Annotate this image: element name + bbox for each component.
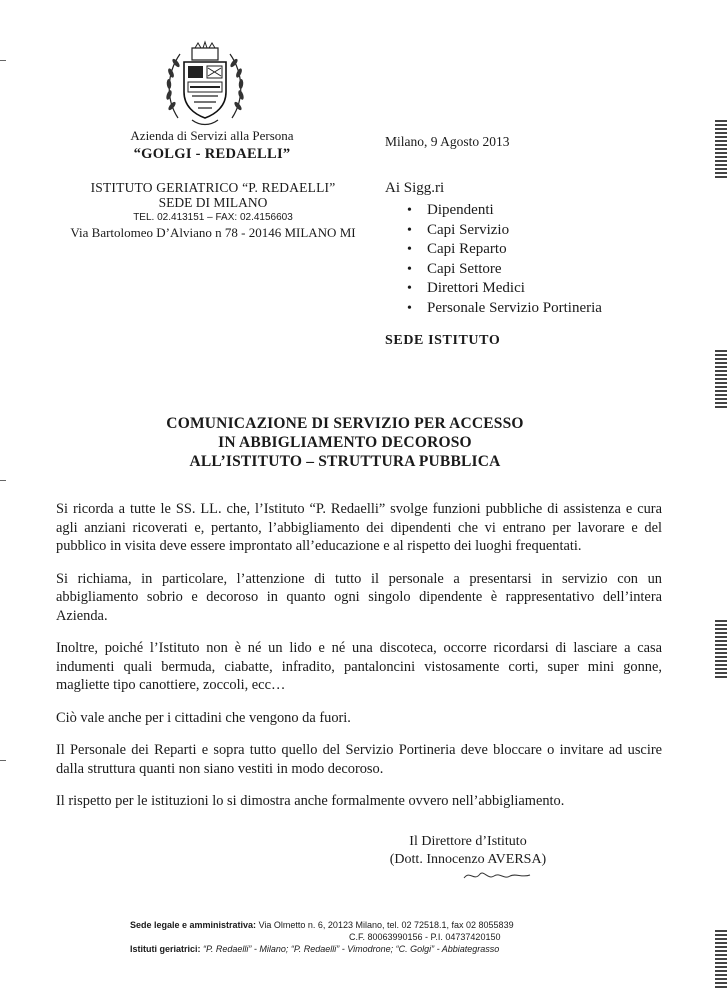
coat-of-arms-logo — [162, 40, 248, 128]
body-paragraph: Ciò vale anche per i cittadini che vengono da fuori. — [56, 709, 351, 726]
subject-line: IN ABBIGLIAMENTO DECOROSO — [218, 434, 472, 451]
scan-edge-mark — [715, 930, 727, 990]
organization-type: Azienda di Servizi alla Persona — [130, 128, 294, 143]
signer-role: Il Direttore d’Istituto — [409, 834, 527, 849]
body-paragraph: Si ricorda a tutte le SS. LL. che, l’Istituto “P. Redaelli” svolge funzioni pubbliche di assistenza e cura agli anziani ricoverati e, pertanto, l’abbigliamento dei dipendenti che vi entrano per lavorare e del pubblico in visita deve essere improntato all’educazione e al rispetto dei luoghi frequentati. — [56, 501, 662, 554]
institute-name: ISTITUTO GERIATRICO “P. REDAELLI” — [90, 180, 336, 195]
letter-date: Milano, 9 Agosto 2013 — [385, 134, 510, 149]
recipient-item: • Direttori Medici — [407, 279, 602, 299]
recipients-title: Ai Sigg.ri — [385, 180, 445, 196]
recipients-list — [407, 201, 602, 318]
scan-edge-mark — [715, 620, 727, 680]
footer-seat-label: Sede legale e amministrativa: — [130, 920, 257, 930]
organization-name: “GOLGI - REDAELLI” — [133, 146, 291, 162]
subject-heading — [90, 414, 600, 471]
scan-edge-mark — [715, 350, 727, 410]
institute-address: Via Bartolomeo D’Alviano n 78 - 20146 MILANO MI — [70, 225, 356, 240]
organization-block — [112, 128, 312, 163]
recipient-item: • Dipendenti — [407, 201, 602, 221]
body-paragraph: Il Personale dei Reparti e sopra tutto quello del Servizio Portineria deve bloccare o invitare ad uscire dalla struttura quanti non siano vestiti in modo decoroso. — [56, 742, 662, 777]
institute-seat: SEDE DI MILANO — [158, 195, 268, 210]
recipient-item: • Capi Reparto — [407, 240, 602, 260]
sede-label: SEDE ISTITUTO — [385, 333, 501, 348]
scan-edge-tick — [0, 480, 6, 481]
recipient-item: • Capi Servizio — [407, 221, 602, 241]
footer-fiscal: C.F. 80063990156 - P.I. 04737420150 — [349, 932, 501, 942]
footer-institutes-value: “P. Redaelli” - Milano; “P. Redaelli” - Vimodrone; “C. Golgi” - Abbiategrasso — [200, 944, 500, 954]
footer-institutes-label: Istituti geriatrici: — [130, 944, 201, 954]
institute-contacts: TEL. 02.413151 – FAX: 02.4156603 — [133, 212, 293, 223]
recipients-block — [385, 180, 602, 318]
handwritten-signature — [462, 868, 532, 884]
subject-line: COMUNICAZIONE DI SERVIZIO PER ACCESSO — [166, 415, 524, 432]
body-paragraph: Si richiama, in particolare, l’attenzione di tutto il personale a presentarsi in servizio con un abbigliamento sobrio e decoroso in quanto ogni singolo dipendente è rappresentativo dell’intera Azienda. — [56, 570, 662, 624]
scan-edge-tick — [0, 760, 6, 761]
recipient-item: • Personale Servizio Portineria — [407, 299, 602, 319]
body-paragraph: Inoltre, poiché l’Istituto non è né un lido e né una discoteca, occorre ricordarsi di lasciare a casa indumenti quali bermuda, ciabatte, infradito, pantaloncini vistosamente corti, super mini gonne, magliette tipo canottiere, zoccoli, ecc… — [56, 640, 662, 693]
subject-line: ALL’ISTITUTO – STRUTTURA PUBBLICA — [189, 453, 501, 470]
signer-name: (Dott. Innocenzo AVERSA) — [389, 852, 547, 867]
footer — [130, 919, 580, 955]
footer-seat-value: Via Olmetto n. 6, 20123 Milano, tel. 02 72518.1, fax 02 8055839 — [256, 920, 514, 930]
letter-body — [56, 500, 662, 825]
recipient-item: • Capi Settore — [407, 260, 602, 280]
signature-block — [368, 833, 568, 869]
scan-edge-tick — [0, 60, 6, 61]
body-paragraph: Il rispetto per le istituzioni lo si dimostra anche formalmente ovvero nell’abbigliamento. — [56, 793, 565, 809]
scan-edge-mark — [715, 120, 727, 180]
institute-block — [68, 180, 358, 240]
